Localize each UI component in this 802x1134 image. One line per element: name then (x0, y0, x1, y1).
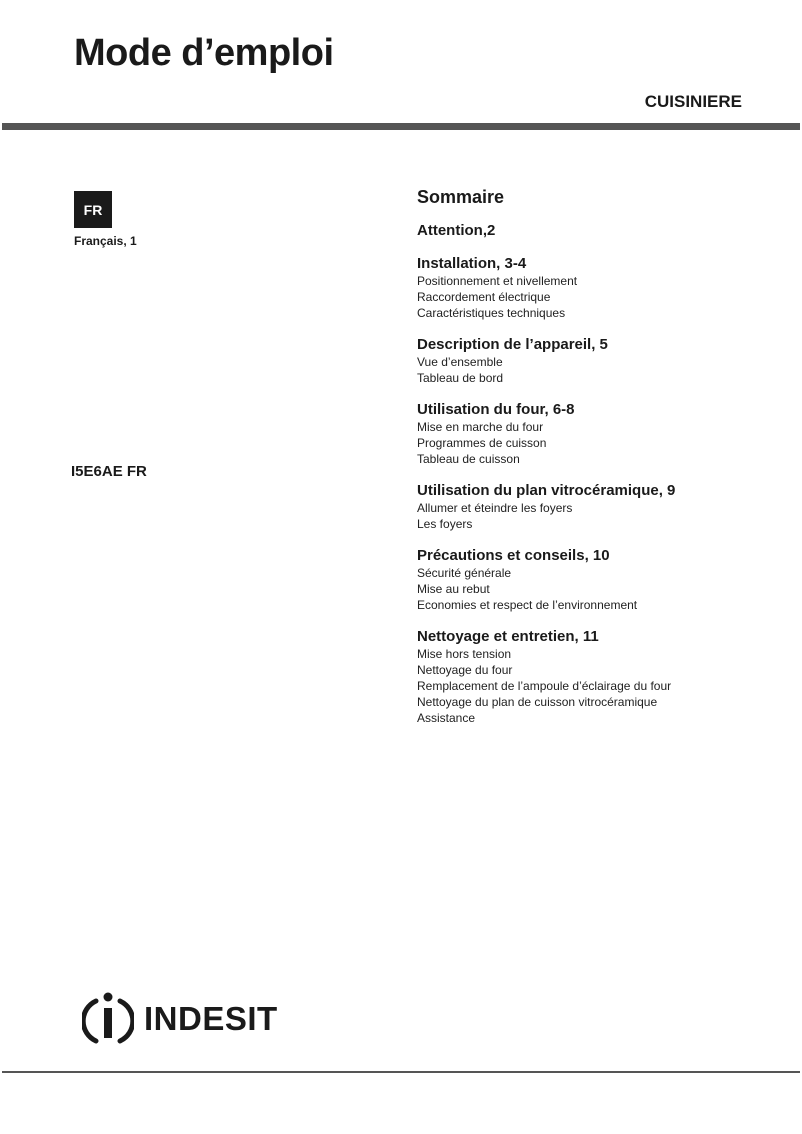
toc-item: Allumer et éteindre les foyers (417, 501, 573, 515)
toc-section-title: Description de l’appareil, 5 (417, 336, 608, 353)
toc-item: Raccordement électrique (417, 290, 551, 304)
footer-divider (2, 1071, 800, 1073)
toc-item: Mise au rebut (417, 582, 490, 596)
toc-item: Vue d’ensemble (417, 355, 503, 369)
toc-section-title: Nettoyage et entretien, 11 (417, 628, 599, 645)
brand-name: INDESIT (144, 1000, 278, 1037)
toc-item: Remplacement de l’ampoule d’éclairage du four (417, 679, 672, 693)
toc-section-title: Attention,2 (417, 222, 496, 239)
toc-item: Tableau de bord (417, 371, 504, 385)
product-type: CUISINIERE (644, 92, 742, 111)
toc-section (417, 628, 787, 726)
toc-item: Les foyers (417, 517, 473, 531)
toc-section-title: Installation, 3-4 (417, 255, 527, 272)
page-title: Mode d’emploi (74, 32, 334, 74)
toc-item: Economies et respect de l’environnement (417, 598, 638, 612)
toc-item: Nettoyage du plan de cuisson vitrocéramique (417, 695, 658, 709)
toc-item: Mise hors tension (417, 647, 512, 661)
header-divider (2, 123, 800, 130)
language-label: Français, 1 (74, 234, 137, 248)
table-of-contents (417, 187, 787, 741)
toc-item: Caractéristiques techniques (417, 306, 566, 320)
toc-section-title: Précautions et conseils, 10 (417, 547, 610, 564)
toc-section (417, 482, 787, 532)
toc-section (417, 401, 787, 467)
toc-section (417, 336, 787, 386)
toc-item: Sécurité générale (417, 566, 512, 580)
toc-item: Mise en marche du four (417, 420, 544, 434)
toc-section (417, 222, 787, 240)
toc-item: Nettoyage du four (417, 663, 513, 677)
indesit-logo-icon (82, 991, 134, 1047)
toc-item: Positionnement et nivellement (417, 274, 578, 288)
toc-item: Tableau de cuisson (417, 452, 520, 466)
toc-section-title: Utilisation du plan vitrocéramique, 9 (417, 482, 676, 499)
language-badge: FR (74, 191, 112, 228)
model-number: I5E6AE FR (71, 463, 147, 480)
toc-section (417, 255, 787, 321)
toc-item: Programmes de cuisson (417, 436, 547, 450)
toc-section-title: Utilisation du four, 6-8 (417, 401, 575, 418)
toc-heading: Sommaire (417, 187, 505, 207)
toc-sections (417, 222, 787, 726)
toc-section (417, 547, 787, 613)
brand-logo (82, 991, 278, 1047)
toc-item: Assistance (417, 711, 476, 725)
